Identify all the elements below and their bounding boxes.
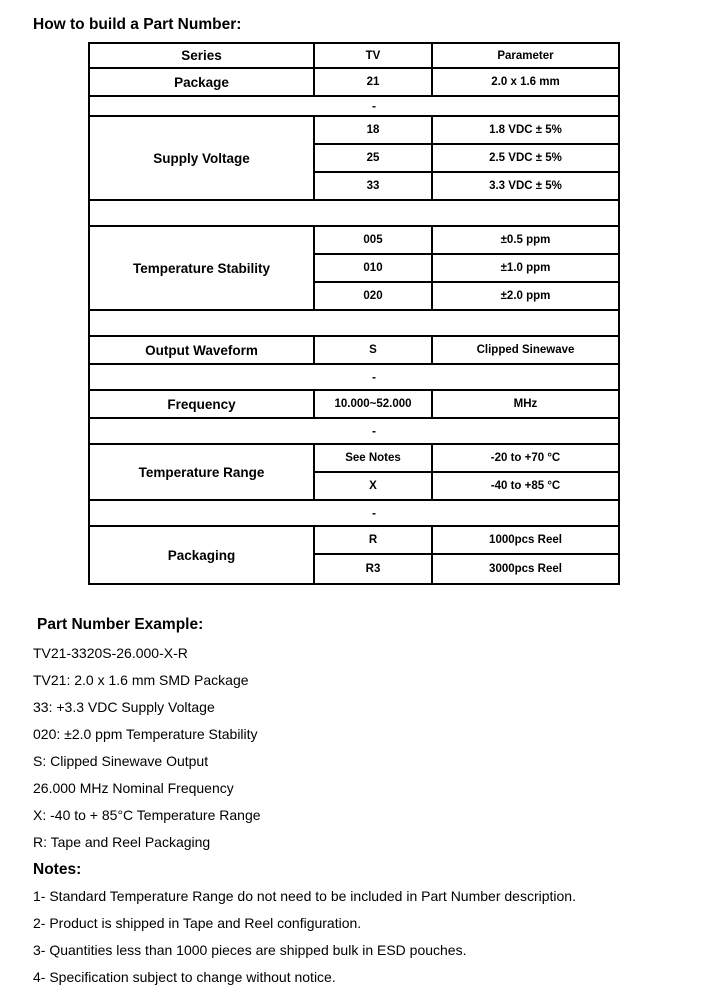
note-item: 1- Standard Temperature Range do not need to be included in Part Number description. [33, 888, 576, 904]
packaging-code: R [315, 527, 433, 555]
package-code: 21 [315, 69, 433, 97]
packaging-code: R3 [315, 555, 433, 583]
example-line: TV21: 2.0 x 1.6 mm SMD Package [33, 672, 249, 688]
temperature-stability-label: Temperature Stability [90, 227, 315, 311]
frequency-label: Frequency [90, 391, 315, 419]
temperature-range-parameter: -20 to +70 °C [433, 445, 618, 473]
example-line: S: Clipped Sinewave Output [33, 753, 209, 769]
temperature-stability-parameter: ±0.5 ppm [433, 227, 618, 255]
note-item: 2- Product is shipped in Tape and Reel configuration. [33, 915, 362, 931]
example-line: 33: +3.3 VDC Supply Voltage [33, 699, 215, 715]
supply-voltage-parameter: 3.3 VDC ± 5% [433, 173, 618, 201]
temperature-stability-code: 005 [315, 227, 433, 255]
packaging-label: Packaging [90, 527, 315, 583]
temperature-range-code: X [315, 473, 433, 501]
separator-dash [315, 201, 433, 225]
table-header-parameter: Parameter [433, 44, 618, 69]
supply-voltage-code: 25 [315, 145, 433, 173]
separator-row [90, 501, 618, 527]
notes-section [33, 883, 709, 991]
packaging-parameter: 1000pcs Reel [433, 527, 618, 555]
supply-voltage-code: 33 [315, 173, 433, 201]
separator-row [90, 97, 618, 117]
note-item: 4- Specification subject to change without notice. [33, 969, 336, 985]
temperature-stability-parameter: ±1.0 ppm [433, 255, 618, 283]
separator-row [90, 311, 618, 337]
example-section [33, 640, 709, 856]
separator-dash: - [372, 506, 376, 520]
temperature-stability-code: 020 [315, 283, 433, 311]
package-parameter: 2.0 x 1.6 mm [433, 69, 618, 97]
temperature-stability-parameter: ±2.0 ppm [433, 283, 618, 311]
supply-voltage-parameter: 2.5 VDC ± 5% [433, 145, 618, 173]
package-label: Package [90, 69, 315, 97]
output-waveform-parameter: Clipped Sinewave [433, 337, 618, 365]
table-header-series: Series [90, 44, 315, 69]
separator-dash [315, 311, 433, 335]
part-number-table [88, 42, 620, 585]
example-line: R: Tape and Reel Packaging [33, 834, 211, 850]
separator-dash: - [372, 99, 376, 113]
packaging-parameter: 3000pcs Reel [489, 563, 562, 575]
supply-voltage-parameter: 1.8 VDC ± 5% [433, 117, 618, 145]
separator-dash: - [372, 424, 376, 438]
output-waveform-label: Output Waveform [90, 337, 315, 365]
frequency-code: 10.000~52.000 [315, 391, 433, 419]
temperature-range-code: See Notes [315, 445, 433, 473]
supply-voltage-label: Supply Voltage [90, 117, 315, 201]
table-header-code: TV [315, 44, 433, 69]
frequency-parameter: MHz [433, 391, 618, 419]
note-item: 3- Quantities less than 1000 pieces are shipped bulk in ESD pouches. [33, 942, 467, 958]
output-waveform-code: S [315, 337, 433, 365]
separator-dash: - [372, 370, 376, 384]
page-title: How to build a Part Number: [33, 16, 242, 33]
separator-row [90, 365, 618, 391]
separator-row [90, 419, 618, 445]
example-line: 020: ±2.0 ppm Temperature Stability [33, 726, 258, 742]
supply-voltage-code: 18 [315, 117, 433, 145]
separator-row [90, 201, 618, 227]
example-line: X: -40 to + 85°C Temperature Range [33, 807, 261, 823]
temperature-range-label: Temperature Range [90, 445, 315, 501]
example-part-number: TV21-3320S-26.000-X-R [33, 645, 188, 661]
example-heading: Part Number Example: [37, 616, 204, 633]
notes-heading: Notes: [33, 861, 82, 878]
example-line: 26.000 MHz Nominal Frequency [33, 780, 234, 796]
temperature-range-parameter: -40 to +85 °C [433, 473, 618, 501]
temperature-stability-code: 010 [315, 255, 433, 283]
